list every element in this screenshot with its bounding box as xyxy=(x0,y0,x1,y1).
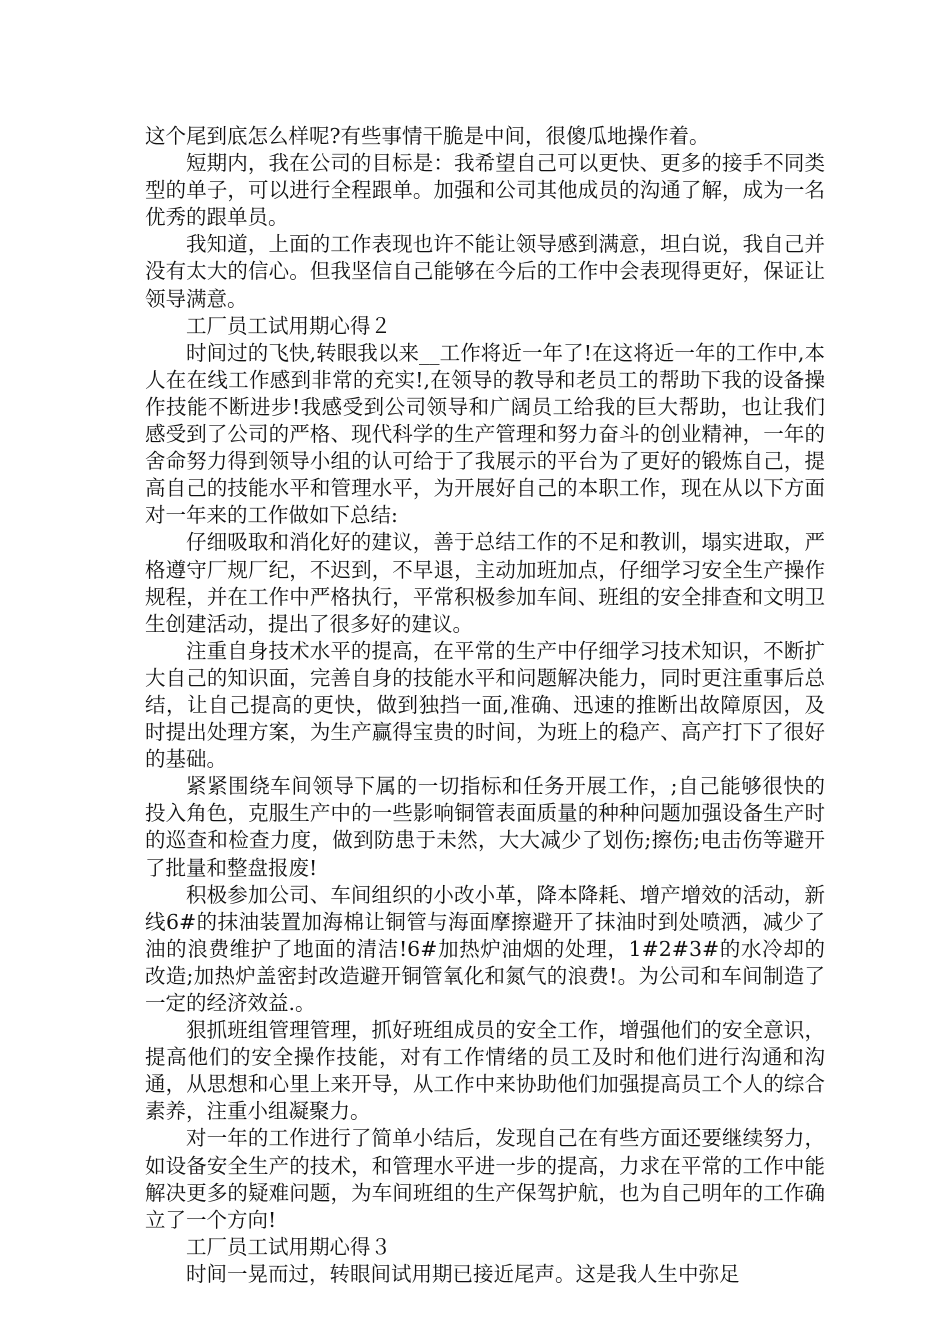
paragraph-6: 注重自身技术水平的提高，在平常的生产中仔细学习技术知识，不断扩大自己的知识面，完善自身的技能水平和问题解决能力，同时更注重事后总结，让自己提高的更快，做到独挡一面,准确、迅速的推断出故障原因，及时提出处理方案，为生产赢得宝贵的时间，为班上的稳产、高产打下了很好的基础。 xyxy=(145,638,825,772)
section-heading-2: 工厂员工试用期心得２ xyxy=(186,313,391,338)
paragraph-2: 短期内，我在公司的目标是：我希望自己可以更快、更多的接手不同类型的单子，可以进行全程跟单。加强和公司其他成员的沟通了解，成为一名优秀的跟单员。 xyxy=(145,151,825,230)
paragraph-7: 紧紧围绕车间领导下属的一切指标和任务开展工作，;自己能够很快的投入角色，克服生产中的一些影响铜管表面质量的种种问题加强设备生产时的巡查和检查力度，做到防患于未然，大大减少了划伤;擦伤;电击伤等避开了批量和整盘报废! xyxy=(145,774,825,880)
paragraph-4: 时间过的飞快,转眼我以来__工作将近一年了!在这将近一年的工作中,本人在在线工作感到非常的充实!,在领导的教导和老员工的帮助下我的设备操作技能不断进步!我感受到公司领导和广阔员工给我的巨大帮助，也让我们感受到了公司的严格、现代科学的生产管理和努力奋斗的创业精神，一年的舍命努力得到领导小组的认可给于了我展示的平台为了更好的锻炼自己，提高自己的技能水平和管理水平，为开展好自己的本职工作，现在从以下方面对一年来的工作做如下总结: xyxy=(145,340,825,528)
paragraph-1: 这个尾到底怎么样呢?有些事情干脆是中间，很傻瓜地操作着。 xyxy=(145,124,710,148)
paragraph-8: 积极参加公司、车间组织的小改小革，降本降耗、增产增效的活动，新线6#的抹油装置加海棉让铜管与海面摩擦避开了抹油时到处喷洒，减少了油的浪费维护了地面的清洁!6#加热炉油烟的处理，1#2#3#的水冷却的改造;加热炉盖密封改造避开铜管氧化和氮气的浪费!。为公司和车间制造了一定的经济效益.。 xyxy=(145,882,825,1015)
paragraph-10: 对一年的工作进行了简单小结后，发现自己在有些方面还要继续努力，如设备安全生产的技术，和管理水平进一步的提高，力求在平常的工作中能解决更多的疑难问题，为车间班组的生产保驾护航，也为自己明年的工作确立了一个方向! xyxy=(145,1126,825,1232)
paragraph-5: 仔细吸取和消化好的建议，善于总结工作的不足和教训，塌实进取，严格遵守厂规厂纪，不迟到，不早退，主动加班加点，仔细学习安全生产操作规程，并在工作中严格执行，平常积极参加车间、班组的安全排查和文明卫生创建活动，提出了很多好的建议。 xyxy=(145,530,825,636)
paragraph-9: 狠抓班组管理管理，抓好班组成员的安全工作，增强他们的安全意识，提高他们的安全操作技能，对有工作情绪的员工及时和他们进行沟通和沟通，从思想和心里上来开导，从工作中来协助他们加强提高员工个人的综合素养，注重小组凝聚力。 xyxy=(145,1018,825,1124)
document-body xyxy=(145,123,825,1288)
paragraph-11: 时间一晃而过，转眼间试用期已接近尾声。这是我人生中弥足 xyxy=(186,1261,740,1286)
paragraph-3: 我知道，上面的工作表现也许不能让领导感到满意，坦白说，我自己并没有太大的信心。但我坚信自己能够在今后的工作中会表现得更好，保证让领导满意。 xyxy=(145,232,825,311)
section-heading-3: 工厂员工试用期心得３ xyxy=(186,1234,391,1259)
